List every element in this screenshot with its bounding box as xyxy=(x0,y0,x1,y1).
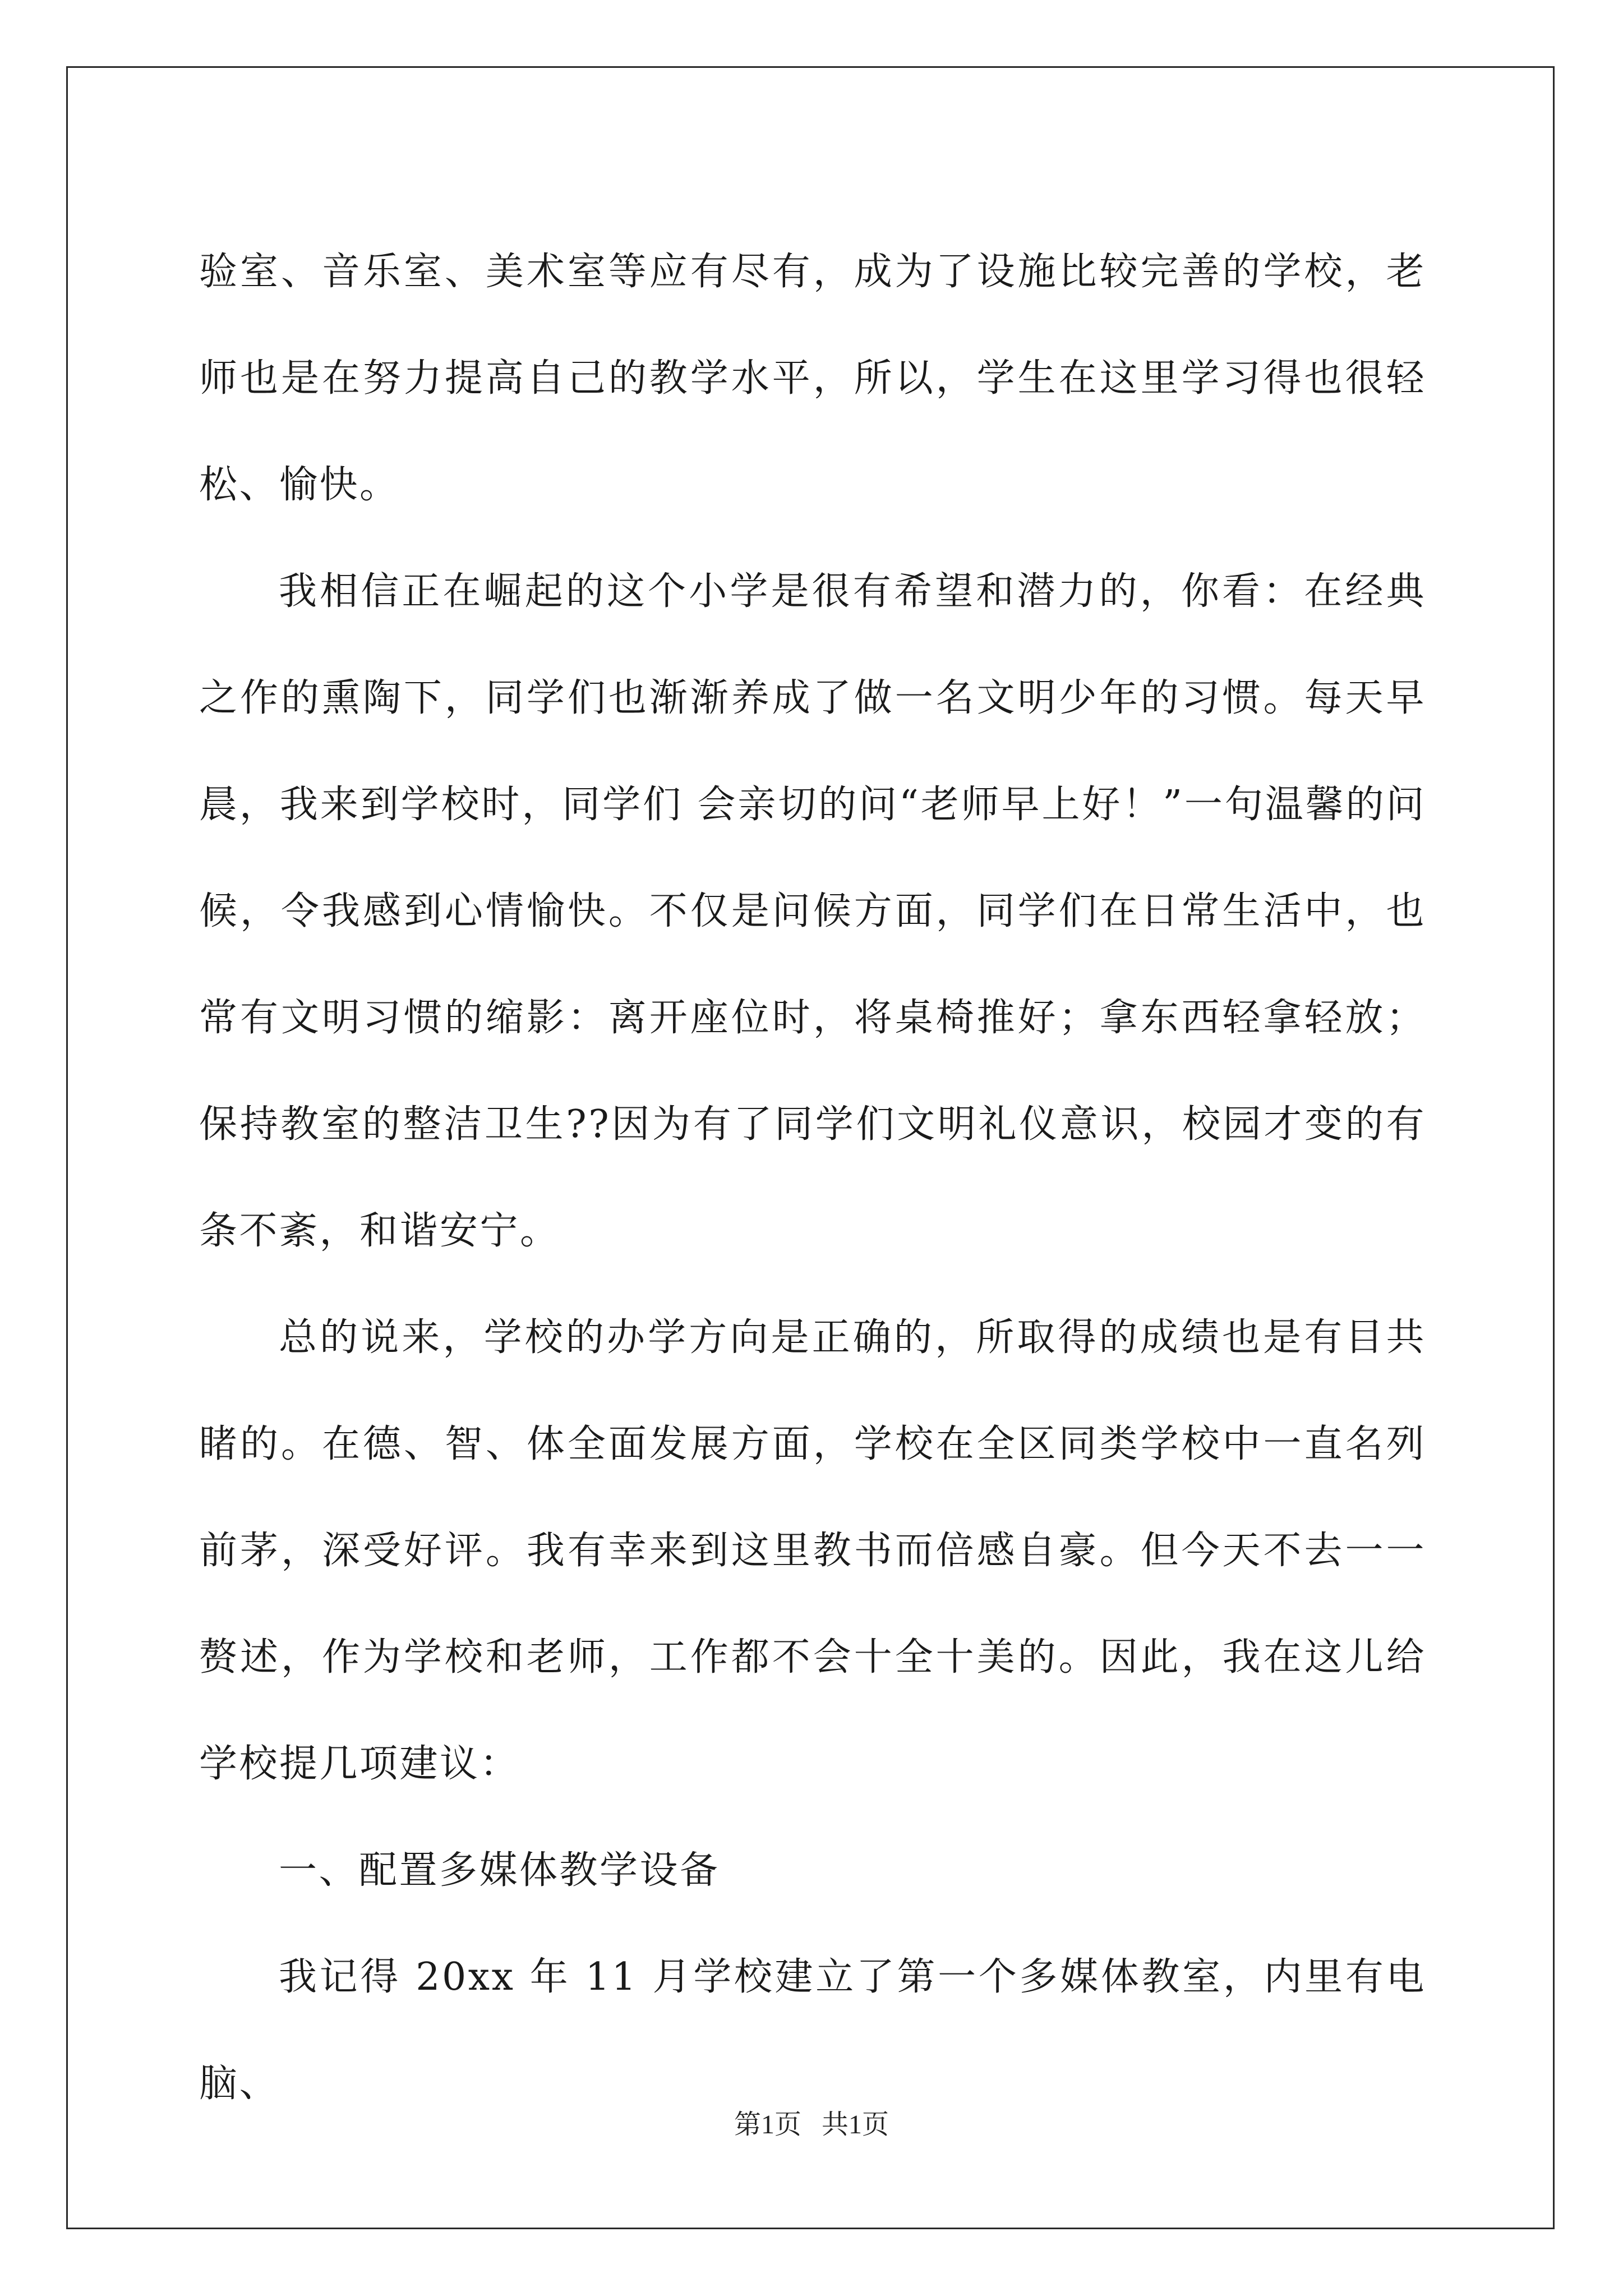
paragraph-1: 验室、音乐室、美术室等应有尽有，成为了设施比较完善的学校，老师也是在努力提高自己的教学水平，所以，学生在这里学习得也很轻松、愉快。 xyxy=(199,250,1426,507)
paragraph-4: 我记得 20xx 年 11 月学校建立了第一个多媒体教室，内里有电脑、 xyxy=(199,1955,1426,2106)
section-heading: 一、配置多媒体教学设备 xyxy=(279,1848,720,1893)
document-body xyxy=(199,219,1426,2137)
paragraph-3: 总的说来，学校的办学方向是正确的，所取得的成绩也是有目共睹的。在德、智、体全面发展方面，学校在全区同类学校中一直名列前茅，深受好评。我有幸来到这里教书而倍感自豪。但今天不去一一赘述，作为学校和老师，工作都不会十全十美的。因此，我在这儿给学校提几项建议： xyxy=(199,1315,1426,1786)
page-footer: 第1页 共1页 xyxy=(734,2110,889,2139)
paragraph-2: 我相信正在崛起的这个小学是很有希望和潜力的，你看：在经典之作的熏陶下，同学们也渐渐养成了做一名文明少年的习惯。每天早晨，我来到学校时，同学们 会亲切的问“老师早上好！”一句温馨的问候，令我感到心情愉快。不仅是问候方面，同学们在日常生活中，也常有文明习惯的缩影：离开座位时，将桌椅推好；拿东西轻拿轻放；保持教室的整洁卫生??因为有了同学们文明礼仪意识，校园才变的有条不紊，和谐安宁。 xyxy=(199,569,1426,1253)
